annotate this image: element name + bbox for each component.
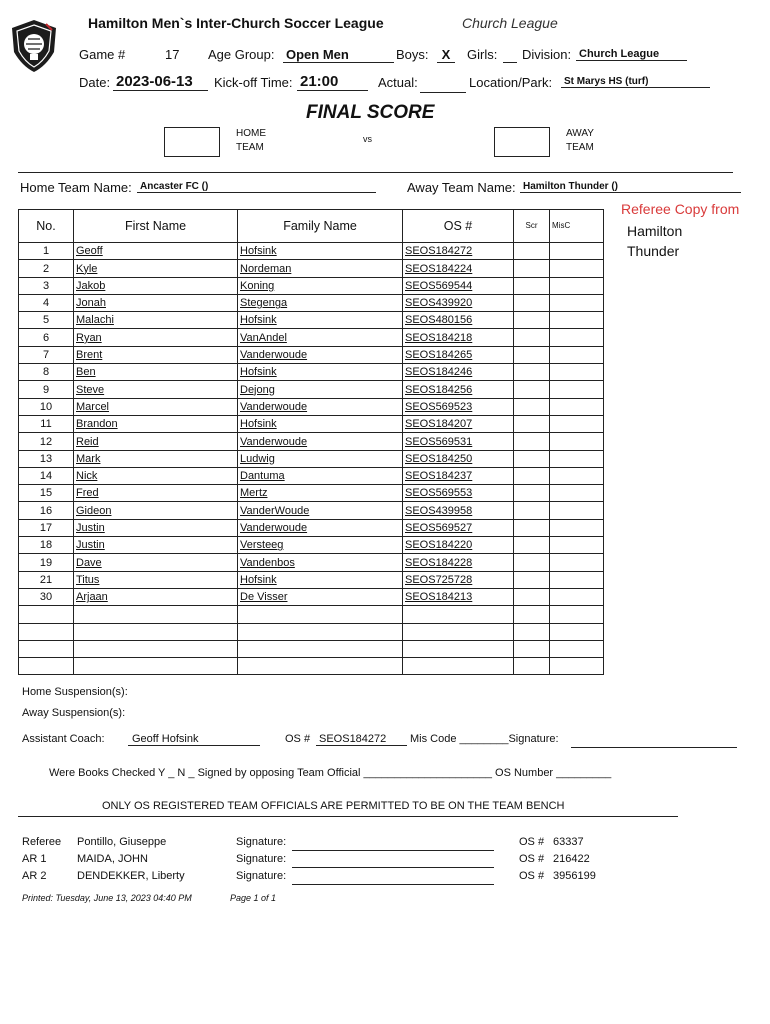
player-family-name: VanderWoude [238, 502, 403, 519]
official-os-label: OS # [519, 836, 545, 848]
player-family-name: Vandenbos [238, 554, 403, 571]
player-misc-cell[interactable] [550, 381, 604, 398]
player-scr-cell[interactable] [514, 623, 550, 640]
books-checked-line: Were Books Checked Y _ N _ Signed by opposing Team Official _____________________ OS Number _________ [49, 767, 612, 779]
away-score-box[interactable] [494, 127, 550, 157]
player-os-number: SEOS480156 [403, 312, 514, 329]
player-os-number: SEOS725728 [403, 571, 514, 588]
player-scr-cell[interactable] [514, 485, 550, 502]
player-family-name: Vanderwoude [238, 398, 403, 415]
away-team-tag-line1: AWAY [566, 128, 594, 139]
official-name: DENDEKKER, Liberty [77, 870, 185, 882]
col-no-header: No. [19, 210, 74, 243]
player-scr-cell[interactable] [514, 415, 550, 432]
player-number: 11 [19, 415, 74, 432]
player-os-number: SEOS184218 [403, 329, 514, 346]
official-signature-label: Signature: [236, 853, 287, 865]
player-scr-cell[interactable] [514, 260, 550, 277]
player-family-name: Hofsink [238, 364, 403, 381]
table-row [19, 554, 604, 571]
table-row [19, 588, 604, 605]
player-scr-cell[interactable] [514, 606, 550, 623]
table-row [19, 658, 604, 675]
player-os-number: SEOS569553 [403, 485, 514, 502]
player-scr-cell[interactable] [514, 502, 550, 519]
player-family-name: Stegenga [238, 294, 403, 311]
player-os-number: SEOS184256 [403, 381, 514, 398]
player-first-name: Ryan [74, 329, 238, 346]
player-scr-cell[interactable] [514, 364, 550, 381]
player-scr-cell[interactable] [514, 519, 550, 536]
player-family-name [238, 623, 403, 640]
player-misc-cell[interactable] [550, 312, 604, 329]
player-misc-cell[interactable] [550, 329, 604, 346]
player-scr-cell[interactable] [514, 433, 550, 450]
col-misc-header: MisC [550, 210, 604, 243]
player-misc-cell[interactable] [550, 467, 604, 484]
away-team-name: Hamilton Thunder () [520, 181, 741, 193]
player-misc-cell[interactable] [550, 519, 604, 536]
player-os-number: SEOS569531 [403, 433, 514, 450]
player-family-name: Hofsink [238, 243, 403, 260]
player-family-name: Vanderwoude [238, 433, 403, 450]
age-group-label: Age Group: [208, 47, 275, 62]
player-family-name: Koning [238, 277, 403, 294]
team-officials-notice: ONLY OS REGISTERED TEAM OFFICIALS ARE PERMITTED TO BE ON THE TEAM BENCH [102, 800, 565, 812]
kickoff-value: 21:00 [297, 73, 368, 91]
player-os-number: SEOS184220 [403, 537, 514, 554]
player-misc-cell[interactable] [550, 450, 604, 467]
player-family-name: De Visser [238, 588, 403, 605]
player-scr-cell[interactable] [514, 450, 550, 467]
table-row [19, 537, 604, 554]
player-first-name: Brent [74, 346, 238, 363]
player-scr-cell[interactable] [514, 277, 550, 294]
player-first-name: Malachi [74, 312, 238, 329]
player-os-number [403, 606, 514, 623]
player-scr-cell[interactable] [514, 467, 550, 484]
player-scr-cell[interactable] [514, 554, 550, 571]
game-label: Game # [79, 47, 126, 62]
player-number: 19 [19, 554, 74, 571]
player-os-number: SEOS184228 [403, 554, 514, 571]
player-family-name: Dantuma [238, 467, 403, 484]
league-type: Church League [462, 15, 558, 31]
division-value: Church League [576, 48, 687, 61]
player-first-name: Nick [74, 467, 238, 484]
official-signature-line [292, 853, 494, 868]
table-row [19, 502, 604, 519]
player-first-name [74, 640, 238, 657]
player-misc-cell[interactable] [550, 260, 604, 277]
player-number: 14 [19, 467, 74, 484]
player-number: 7 [19, 346, 74, 363]
table-row [19, 329, 604, 346]
table-row [19, 364, 604, 381]
player-number: 5 [19, 312, 74, 329]
table-row [19, 381, 604, 398]
official-role: Referee [22, 836, 62, 848]
player-first-name [74, 658, 238, 675]
player-scr-cell[interactable] [514, 294, 550, 311]
actual-label: Actual: [378, 75, 418, 90]
player-scr-cell[interactable] [514, 312, 550, 329]
player-first-name [74, 606, 238, 623]
table-row [19, 623, 604, 640]
league-title: Hamilton Men`s Inter-Church Soccer League [88, 15, 384, 31]
player-misc-cell[interactable] [550, 554, 604, 571]
kickoff-label: Kick-off Time: [214, 75, 293, 90]
player-family-name: Nordeman [238, 260, 403, 277]
player-family-name [238, 658, 403, 675]
player-os-number: SEOS184265 [403, 346, 514, 363]
player-first-name: Arjaan [74, 588, 238, 605]
home-team-name: Ancaster FC () [137, 181, 376, 193]
table-row [19, 606, 604, 623]
roster-header-row [19, 210, 604, 243]
assistant-os-value: SEOS184272 [316, 733, 407, 746]
final-score-title: FINAL SCORE [306, 102, 435, 123]
player-number [19, 640, 74, 657]
player-os-number: SEOS569544 [403, 277, 514, 294]
player-number: 4 [19, 294, 74, 311]
player-family-name: Vanderwoude [238, 519, 403, 536]
official-os-label: OS # [519, 870, 545, 882]
player-number: 16 [19, 502, 74, 519]
away-suspensions-label: Away Suspension(s): [22, 707, 126, 719]
table-row [19, 519, 604, 536]
player-scr-cell[interactable] [514, 658, 550, 675]
player-first-name [74, 623, 238, 640]
table-row [19, 450, 604, 467]
player-misc-cell[interactable] [550, 502, 604, 519]
referee-copy-team-line1: Hamilton [627, 223, 683, 239]
date-label: Date: [79, 75, 111, 90]
player-number [19, 623, 74, 640]
player-scr-cell[interactable] [514, 588, 550, 605]
player-family-name: Ludwig [238, 450, 403, 467]
table-row [19, 571, 604, 588]
divider [18, 172, 733, 173]
player-first-name: Steve [74, 381, 238, 398]
player-misc-cell[interactable] [550, 623, 604, 640]
table-row [19, 415, 604, 432]
col-os-header: OS # [403, 210, 514, 243]
notice-underline [18, 816, 678, 817]
player-misc-cell[interactable] [550, 485, 604, 502]
player-misc-cell[interactable] [550, 640, 604, 657]
player-family-name: Versteeg [238, 537, 403, 554]
table-row [19, 398, 604, 415]
official-signature-label: Signature: [236, 836, 287, 848]
player-misc-cell[interactable] [550, 537, 604, 554]
girls-label: Girls: [467, 47, 498, 62]
table-row [19, 346, 604, 363]
player-family-name [238, 606, 403, 623]
player-number: 18 [19, 537, 74, 554]
player-misc-cell[interactable] [550, 398, 604, 415]
player-misc-cell[interactable] [550, 294, 604, 311]
assistant-mis-signature-label: Mis Code ________Signature: [410, 733, 559, 745]
player-os-number: SEOS439958 [403, 502, 514, 519]
player-number: 2 [19, 260, 74, 277]
player-os-number: SEOS184272 [403, 243, 514, 260]
official-signature-line [292, 836, 494, 851]
player-misc-cell[interactable] [550, 571, 604, 588]
player-os-number: SEOS569523 [403, 398, 514, 415]
player-os-number: SEOS184207 [403, 415, 514, 432]
player-first-name: Reid [74, 433, 238, 450]
player-first-name: Justin [74, 537, 238, 554]
player-misc-cell[interactable] [550, 364, 604, 381]
player-scr-cell[interactable] [514, 571, 550, 588]
player-family-name: Dejong [238, 381, 403, 398]
player-number: 8 [19, 364, 74, 381]
player-first-name: Kyle [74, 260, 238, 277]
player-number: 13 [19, 450, 74, 467]
player-family-name: Vanderwoude [238, 346, 403, 363]
player-os-number: SEOS439920 [403, 294, 514, 311]
player-first-name: Brandon [74, 415, 238, 432]
official-name: Pontillo, Giuseppe [77, 836, 167, 848]
table-row [19, 485, 604, 502]
official-role: AR 2 [22, 870, 47, 882]
player-number: 17 [19, 519, 74, 536]
player-os-number: SEOS184246 [403, 364, 514, 381]
player-family-name: VanAndel [238, 329, 403, 346]
player-number: 15 [19, 485, 74, 502]
official-signature-label: Signature: [236, 870, 287, 882]
league-logo [6, 18, 62, 74]
date-value: 2023-06-13 [113, 73, 208, 91]
player-number: 12 [19, 433, 74, 450]
player-first-name: Fred [74, 485, 238, 502]
boys-label: Boys: [396, 47, 429, 62]
referee-copy-label: Referee Copy from [621, 201, 740, 217]
official-os-value: 3956199 [553, 870, 596, 882]
player-misc-cell[interactable] [550, 606, 604, 623]
col-first-name-header: First Name [74, 210, 238, 243]
official-name: MAIDA, JOHN [77, 853, 148, 865]
assistant-os-label: OS # [285, 733, 311, 745]
player-number: 9 [19, 381, 74, 398]
player-misc-cell[interactable] [550, 588, 604, 605]
boys-value: X [437, 47, 455, 63]
player-os-number [403, 658, 514, 675]
player-number: 3 [19, 277, 74, 294]
player-number [19, 606, 74, 623]
player-misc-cell[interactable] [550, 243, 604, 260]
official-role: AR 1 [22, 853, 47, 865]
player-family-name: Mertz [238, 485, 403, 502]
player-scr-cell[interactable] [514, 329, 550, 346]
home-team-tag-line2: TEAM [236, 142, 264, 153]
player-os-number [403, 623, 514, 640]
player-first-name: Jonah [74, 294, 238, 311]
official-os-label: OS # [519, 853, 545, 865]
player-first-name: Dave [74, 554, 238, 571]
col-scr-header: Scr [514, 210, 550, 243]
location-label: Location/Park: [469, 75, 553, 90]
player-scr-cell[interactable] [514, 346, 550, 363]
player-os-number: SEOS184237 [403, 467, 514, 484]
player-os-number: SEOS184224 [403, 260, 514, 277]
player-scr-cell[interactable] [514, 243, 550, 260]
player-os-number [403, 640, 514, 657]
table-row [19, 640, 604, 657]
age-group-value: Open Men [283, 47, 394, 63]
player-first-name: Geoff [74, 243, 238, 260]
page-indicator: Page 1 of 1 [230, 893, 277, 903]
home-suspensions-label: Home Suspension(s): [22, 686, 128, 698]
player-misc-cell[interactable] [550, 415, 604, 432]
division-label: Division: [522, 47, 572, 62]
assistant-signature-line [571, 747, 737, 748]
player-os-number: SEOS184250 [403, 450, 514, 467]
printed-timestamp: Printed: Tuesday, June 13, 2023 04:40 PM [22, 893, 192, 903]
assistant-coach-name: Geoff Hofsink [128, 733, 260, 746]
player-misc-cell[interactable] [550, 277, 604, 294]
girls-value [503, 47, 517, 63]
player-first-name: Marcel [74, 398, 238, 415]
vs-label: vs [363, 134, 372, 144]
table-row [19, 467, 604, 484]
location-value: St Marys HS (turf) [561, 76, 710, 88]
player-scr-cell[interactable] [514, 381, 550, 398]
game-number: 17 [165, 47, 180, 62]
table-row [19, 243, 604, 260]
player-number: 1 [19, 243, 74, 260]
player-first-name: Jakob [74, 277, 238, 294]
actual-value [420, 75, 466, 93]
home-score-box[interactable] [164, 127, 220, 157]
table-row [19, 294, 604, 311]
player-first-name: Titus [74, 571, 238, 588]
player-first-name: Gideon [74, 502, 238, 519]
player-first-name: Ben [74, 364, 238, 381]
referee-copy-team-line2: Thunder [627, 243, 680, 259]
table-row [19, 277, 604, 294]
assistant-coach-label: Assistant Coach: [22, 733, 105, 745]
player-number: 6 [19, 329, 74, 346]
player-misc-cell[interactable] [550, 658, 604, 675]
away-team-tag-line2: TEAM [566, 142, 594, 153]
official-os-value: 216422 [553, 853, 590, 865]
official-signature-line [292, 870, 494, 885]
table-row [19, 260, 604, 277]
player-os-number: SEOS569527 [403, 519, 514, 536]
player-os-number: SEOS184213 [403, 588, 514, 605]
player-misc-cell[interactable] [550, 433, 604, 450]
home-team-label: Home Team Name: [20, 180, 132, 195]
player-misc-cell[interactable] [550, 346, 604, 363]
player-number: 10 [19, 398, 74, 415]
table-row [19, 312, 604, 329]
player-scr-cell[interactable] [514, 537, 550, 554]
player-family-name [238, 640, 403, 657]
player-scr-cell[interactable] [514, 640, 550, 657]
away-team-label: Away Team Name: [407, 180, 516, 195]
player-family-name: Hofsink [238, 312, 403, 329]
table-row [19, 433, 604, 450]
player-number: 21 [19, 571, 74, 588]
col-family-name-header: Family Name [238, 210, 403, 243]
player-family-name: Hofsink [238, 571, 403, 588]
player-family-name: Hofsink [238, 415, 403, 432]
player-number [19, 658, 74, 675]
roster-table [18, 209, 604, 675]
official-os-value: 63337 [553, 836, 584, 848]
home-team-tag-line1: HOME [236, 128, 266, 139]
player-number: 30 [19, 588, 74, 605]
player-first-name: Justin [74, 519, 238, 536]
player-scr-cell[interactable] [514, 398, 550, 415]
player-first-name: Mark [74, 450, 238, 467]
